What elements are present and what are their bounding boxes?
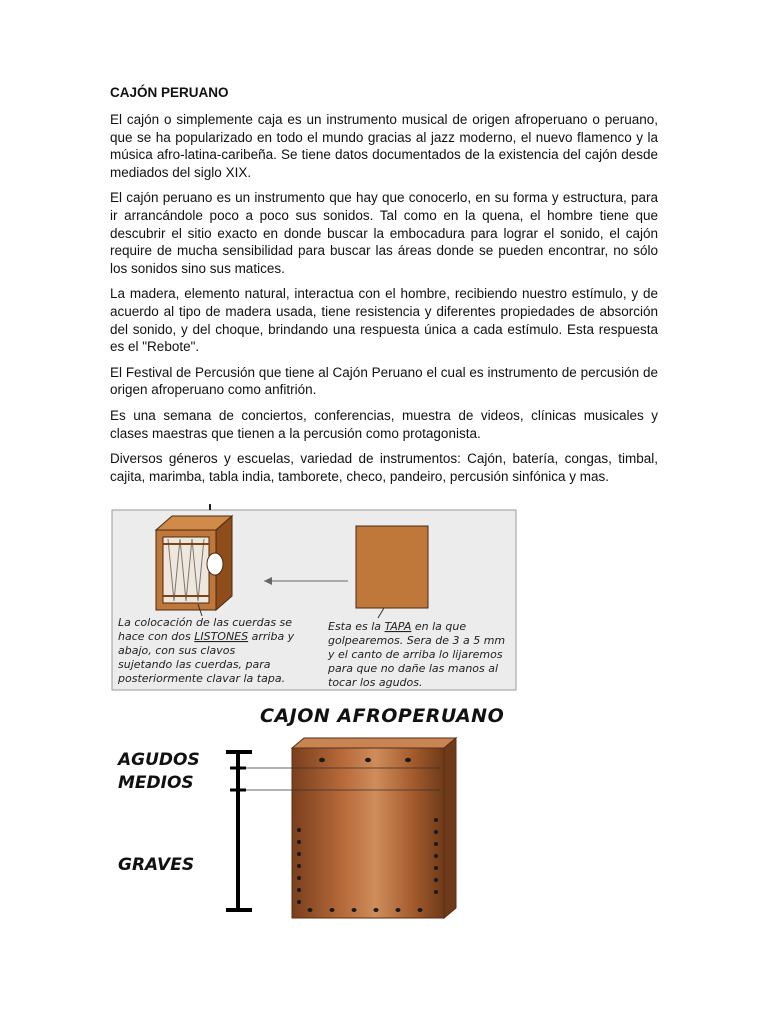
cajon-zones-diagram xyxy=(110,700,505,930)
cajon-afroperuano-title: CAJON AFROPERUANO xyxy=(260,705,505,727)
tapa-panel-drawing xyxy=(356,526,428,608)
paragraph-5: Es una semana de conciertos, conferencias, muestra de videos, clínicas musicales y clases maestras que tienen a la percusión como protagonista. xyxy=(110,407,658,441)
paragraph-2: El cajón peruano es un instrumento que hay que conocerlo, en su forma y estructura, para ir arrancándole poco a poco sus sonidos. Tal como en la quena, el hombre tiene que descubrir el sitio exacto en donde buscar la embocadura para lograr el sonido, el cajón require de mucha sensibilidad para buscar las áreas donde se pueden encontrar, no sólo los sonidos sino sus matices. xyxy=(110,190,658,276)
paragraph-1: El cajón o simplemente caja es un instrumento musical de origen afroperuano o peruano, que se ha popularizado en todo el mundo gracias al jazz moderno, el nuevo flamenco y la música afro-latina-caribeña. Se tiene datos documentados de la existencia del cajón desde mediados del siglo XIX. xyxy=(110,112,658,180)
graves-label: GRAVES xyxy=(118,855,195,875)
document-body xyxy=(110,84,658,493)
zone-ruler xyxy=(226,752,252,910)
cajon-construction-diagram xyxy=(110,504,518,692)
agudos-label: AGUDOS xyxy=(118,750,200,770)
paragraph-4: El Festival de Percusión que tiene al Cajón Peruano el cual es instrumento de percusión de origen afroperuano como anfitrión. xyxy=(110,364,658,398)
page-title: CAJÓN PERUANO xyxy=(110,85,229,100)
paragraph-6: Diversos géneros y escuelas, variedad de instrumentos: Cajón, batería, congas, timbal, cajita, marimba, tabla india, tamborete, checo, pandeiro, percusión sinfónica y mas. xyxy=(110,451,658,484)
paragraph-3: La madera, elemento natural, interactua con el hombre, recibiendo nuestro estímulo, y de acuerdo al tipo de madera usada, tiene resistencia y diferentes propiedades de absorción del sonido, y del choque, brindando una respuesta única a cada estímulo. Esta respuesta es el "Rebote". xyxy=(110,286,658,355)
tapa-caption: Esta es la TAPA en la que golpearemos. Sera de 3 a 5 mm y el canto de arriba lo lijaremos para que no dañe las manos al tocar los agudos. xyxy=(328,620,506,689)
medios-label: MEDIOS xyxy=(118,773,194,793)
listones-caption: La colocación de las cuerdas se hace con dos LISTONES arriba y abajo, con sus clavos sujetando las cuerdas, para posteriormente clavar la tapa. xyxy=(118,616,295,685)
open-cajon-drawing xyxy=(156,516,232,610)
cajon-box-drawing xyxy=(246,738,456,918)
